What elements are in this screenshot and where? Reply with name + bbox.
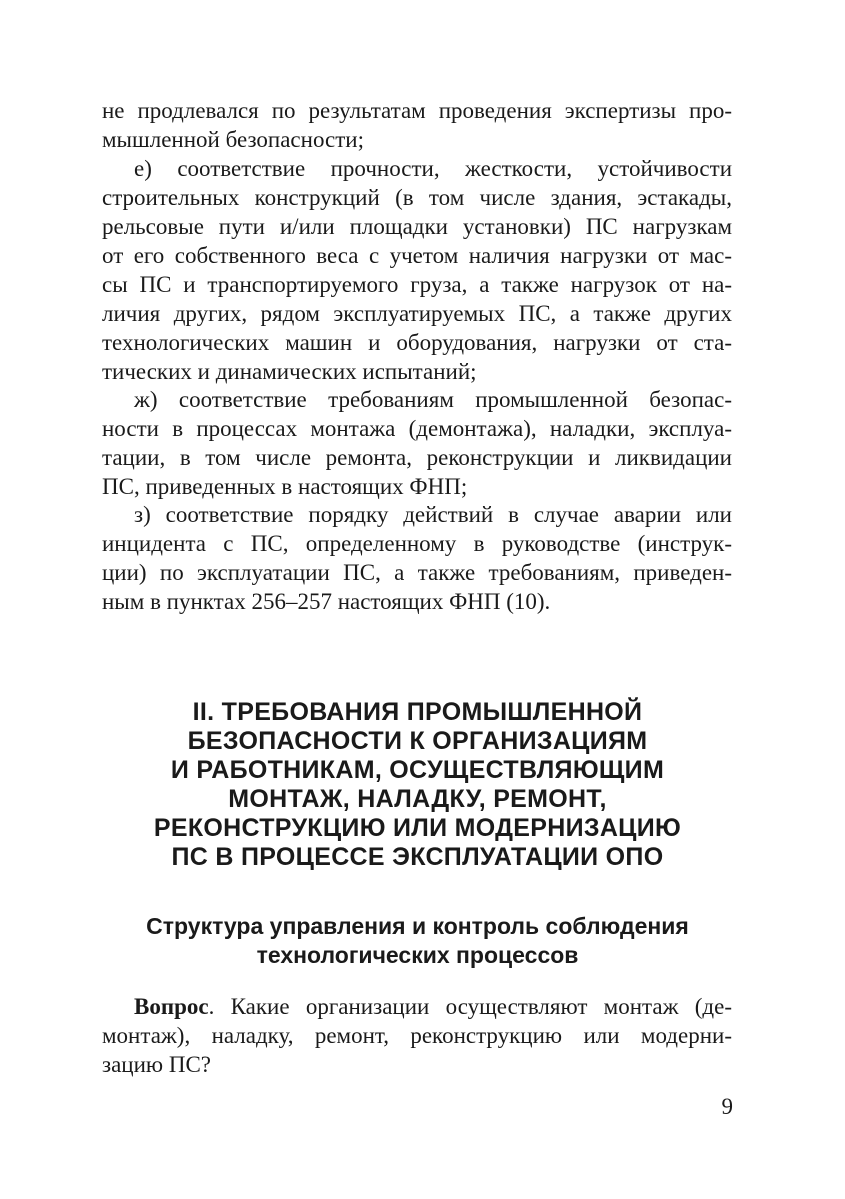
text-line: технологических машин и оборудования, нагрузки от ста-: [102, 330, 732, 355]
heading-line: МОНТАЖ, НАЛАДКУ, РЕМОНТ,: [228, 785, 607, 813]
text-line: з) соответствие порядку действий в случае аварии или: [134, 502, 732, 527]
text-line: тации, в том числе ремонта, реконструкции и ликвидации: [102, 445, 732, 470]
text-line: ции) по эксплуатации ПС, а также требованиям, приведен-: [102, 560, 732, 585]
page-number: 9: [721, 1094, 733, 1119]
heading-line: Структура управления и контроль соблюдения: [146, 913, 689, 939]
text-line: зацию ПС?: [102, 1052, 212, 1077]
text-line: ным в пунктах 256–257 настоящих ФНП (10).: [102, 589, 551, 614]
paragraph-item-e: [102, 154, 732, 386]
text-line: ности в процессах монтажа (демонтажа), наладки, эксплуа-: [102, 416, 732, 441]
text-line: не продлевался по результатам проведения экспертизы про-: [102, 98, 732, 123]
text-line: мышленной безопасности;: [102, 127, 364, 152]
text-line: инцидента с ПС, определенному в руководстве (инструк-: [102, 531, 732, 556]
paragraph-continuation: [102, 96, 732, 154]
text-line: [102, 992, 732, 1021]
text-line: личия других, рядом эксплуатируемых ПС, а также других: [102, 301, 732, 326]
text-line: рельсовые пути и/или площадки установки) ПС нагрузкам: [102, 214, 732, 239]
heading-line: БЕЗОПАСНОСТИ К ОРГАНИЗАЦИЯМ: [187, 727, 648, 755]
paragraph-item-zh: [102, 385, 732, 501]
text-line: ж) соответствие требованиям промышленной безопас-: [134, 387, 732, 412]
text-line: от его собственного веса с учетом наличия нагрузки от мас-: [102, 243, 732, 268]
text-line: е) соответствие прочности, жесткости, устойчивости: [134, 156, 732, 181]
question-text: . Какие организации осуществляют монтаж (де-: [208, 994, 732, 1019]
text-line: ПС, приведенных в настоящих ФНП;: [102, 474, 468, 499]
heading-line: РЕКОНСТРУКЦИЮ ИЛИ МОДЕРНИЗАЦИЮ: [153, 814, 682, 842]
paragraph-item-z: [102, 500, 732, 616]
heading-line: технологических процессов: [256, 942, 579, 968]
subsection-heading: [60, 912, 775, 970]
heading-line: И РАБОТНИКАМ, ОСУЩЕСТВЛЯЮЩИМ: [170, 756, 665, 784]
text-line: сы ПС и транспортируемого груза, а также нагрузок от на-: [102, 272, 732, 297]
text-line: строительных конструкций (в том числе здания, эстакады,: [102, 185, 732, 210]
heading-line: II. ТРЕБОВАНИЯ ПРОМЫШЛЕННОЙ: [192, 698, 643, 726]
text-line: монтаж), наладку, ремонт, реконструкцию или модерни-: [102, 1023, 732, 1048]
question-paragraph: [102, 992, 732, 1079]
section-heading: [60, 698, 775, 872]
text-line: тических и динамических испытаний;: [102, 359, 477, 384]
heading-line: ПС В ПРОЦЕССЕ ЭКСПЛУАТАЦИИ ОПО: [171, 843, 664, 871]
question-label: Вопрос: [134, 994, 209, 1019]
